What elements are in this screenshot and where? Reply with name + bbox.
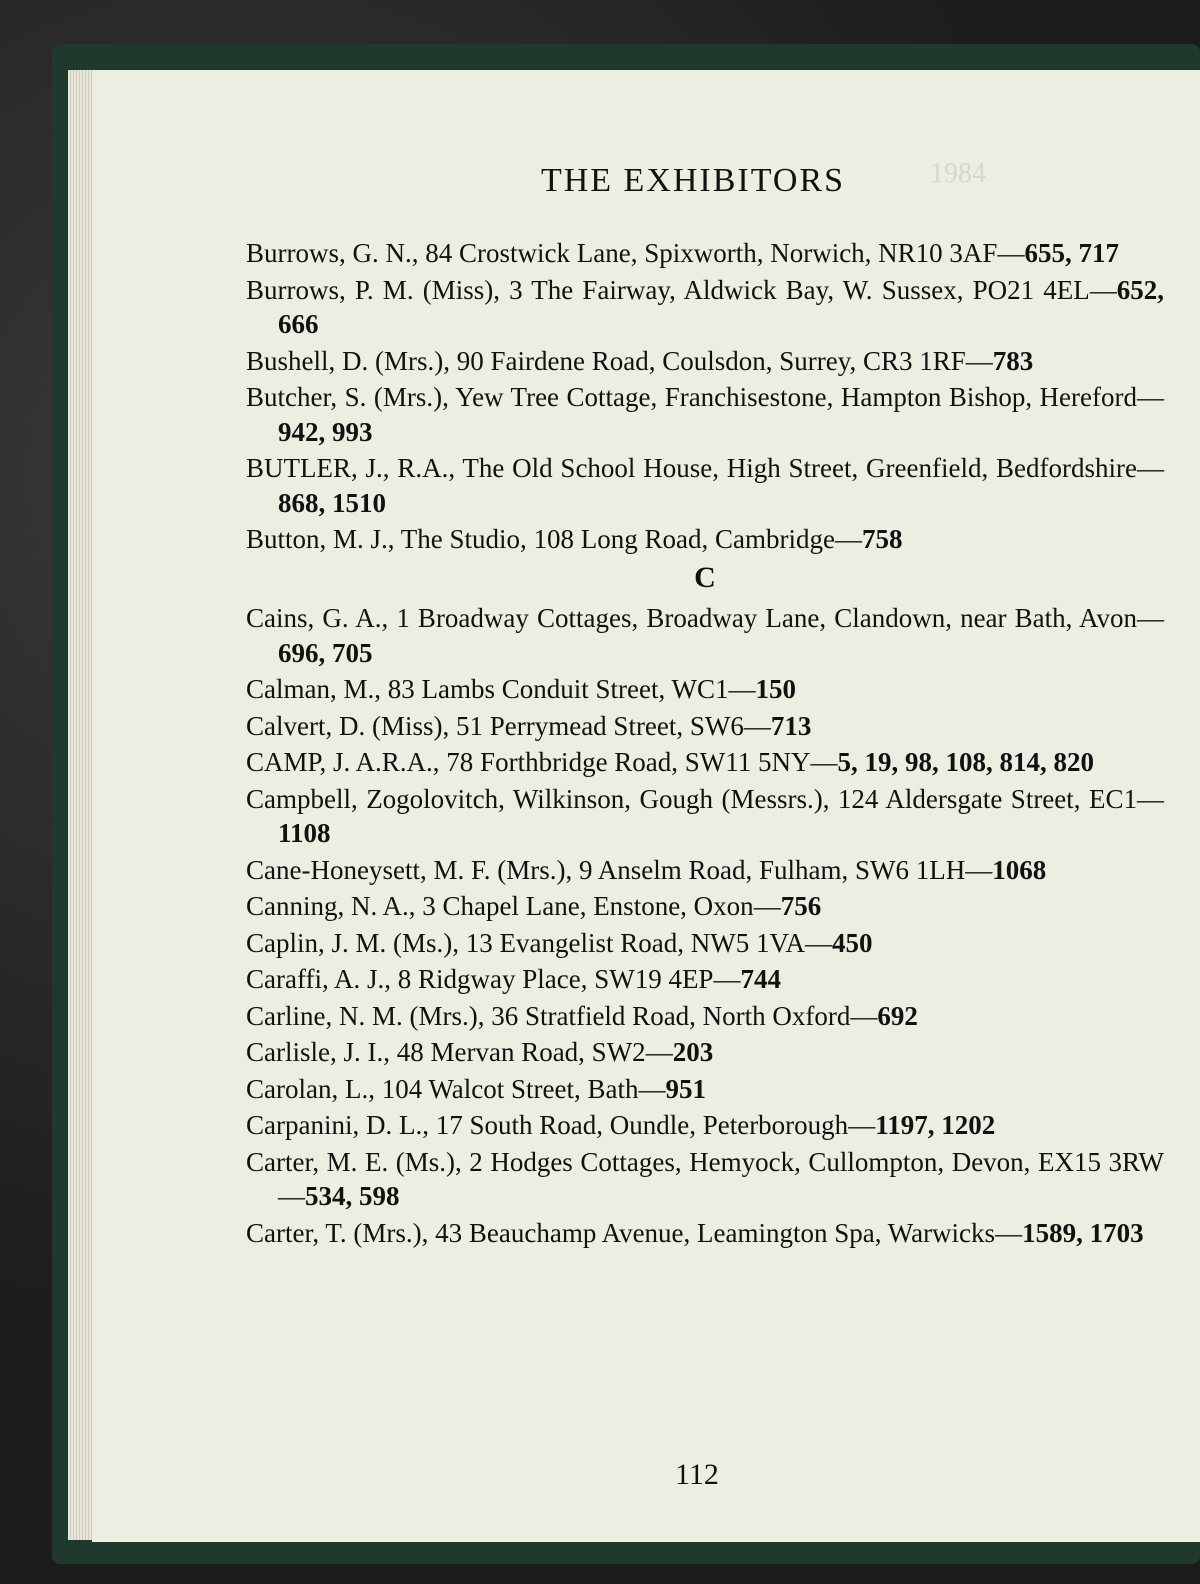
exhibitor-entry (246, 380, 1164, 449)
catalogue-numbers: 783 (992, 345, 1034, 376)
catalogue-numbers: 713 (770, 710, 812, 741)
entry-separator: — (645, 1037, 673, 1067)
entry-separator: — (638, 1073, 666, 1104)
exhibitor-list (246, 236, 1164, 1252)
exhibitor-details: Caraffi, A. J., 8 Ridgway Place, SW19 4EP (246, 964, 714, 994)
catalogue-numbers: 1068 (992, 854, 1047, 885)
catalogue-numbers: 450 (831, 927, 873, 958)
exhibitor-details: Cane-Honeysett, M. F. (Mrs.), 9 Anselm Road, Fulham, SW6 1LH (246, 854, 966, 885)
exhibitor-entry (246, 1035, 1164, 1070)
exhibitor-group-c (246, 601, 1164, 1250)
catalogue-numbers: 203 (672, 1037, 714, 1067)
entry-separator: — (278, 1181, 305, 1211)
exhibitor-group-b (246, 236, 1164, 557)
catalogue-numbers: 758 (862, 524, 903, 554)
entry-separator: — (743, 710, 771, 741)
exhibitor-entry (246, 962, 1164, 997)
exhibitor-details: Caplin, J. M. (Ms.), 13 Evangelist Road, NW5 1VA (246, 927, 805, 958)
page-number: 112 (675, 1458, 719, 1491)
exhibitor-entry (246, 451, 1164, 520)
exhibitor-details: Bushell, D. (Mrs.), 90 Fairdene Road, Coulsdon, Surrey, CR3 1RF (246, 345, 966, 376)
show-through-text: 1984 (930, 158, 986, 189)
catalogue-numbers: 652, 666 (278, 274, 1164, 339)
entry-separator: — (1137, 382, 1164, 412)
entry-separator: — (997, 238, 1025, 268)
catalogue-numbers: 534, 598 (305, 1181, 400, 1211)
catalogue-numbers: 5, 19, 98, 108, 814, 820 (837, 747, 1095, 777)
entry-separator: — (850, 1000, 878, 1031)
entry-separator: — (835, 524, 862, 554)
exhibitor-details: Carline, N. M. (Mrs.), 36 Stratfield Road, North Oxford (246, 1000, 851, 1031)
exhibitor-entry (246, 853, 1164, 888)
catalogue-numbers: 655, 717 (1024, 238, 1119, 268)
exhibitor-details: Burrows, P. M. (Miss), 3 The Fairway, Aldwick Bay, W. Sussex, PO21 4EL (246, 274, 1090, 305)
catalogue-numbers: 951 (665, 1073, 706, 1104)
exhibitor-details: Calman, M., 83 Lambs Conduit Street, WC1 (246, 674, 729, 704)
exhibitor-details: Calvert, D. (Miss), 51 Perrymead Street, SW6 (246, 710, 744, 741)
catalogue-numbers: 1108 (278, 818, 331, 848)
catalogue-numbers: 150 (755, 674, 796, 704)
entry-separator: — (995, 1217, 1023, 1248)
catalogue-numbers: 1197, 1202 (875, 1110, 996, 1140)
entry-separator: — (848, 1110, 876, 1140)
entry-separator: — (1137, 603, 1164, 633)
catalogue-numbers: 756 (780, 891, 822, 921)
exhibitor-entry (246, 926, 1164, 961)
entry-separator: — (753, 891, 781, 921)
catalogue-numbers: 696, 705 (278, 637, 373, 668)
exhibitor-details: Carolan, L., 104 Walcot Street, Bath (246, 1073, 639, 1104)
section-letter: C (694, 560, 716, 594)
exhibitor-entry (246, 999, 1164, 1034)
exhibitor-entry (246, 745, 1164, 780)
exhibitor-entry (246, 709, 1164, 744)
entry-separator: — (804, 927, 832, 958)
entry-separator: — (1089, 274, 1117, 305)
exhibitor-entry (246, 1072, 1164, 1107)
exhibitor-details: Button, M. J., The Studio, 108 Long Road, Cambridge (246, 524, 835, 554)
entry-separator: — (810, 747, 838, 777)
exhibitor-entry (246, 522, 1164, 557)
exhibitor-details: Campbell, Zogolovitch, Wilkinson, Gough (Messrs.), 124 Aldersgate Street, EC1 (246, 783, 1137, 814)
catalogue-numbers: 868, 1510 (278, 487, 386, 518)
exhibitor-details: Canning, N. A., 3 Chapel Lane, Enstone, Oxon (246, 891, 754, 921)
page-title: THE EXHIBITORS (540, 162, 846, 199)
catalogue-numbers: 1589, 1703 (1022, 1217, 1144, 1248)
exhibitor-details: Carter, T. (Mrs.), 43 Beauchamp Avenue, Leamington Spa, Warwicks (246, 1217, 996, 1248)
exhibitor-details: Cains, G. A., 1 Broadway Cottages, Broadway Lane, Clandown, near Bath, Avon (246, 603, 1137, 633)
entry-separator: — (965, 854, 993, 885)
entry-separator: — (1137, 783, 1164, 814)
entry-separator: — (713, 964, 741, 994)
entry-separator: — (1137, 453, 1164, 483)
catalogue-numbers: 692 (877, 1000, 918, 1031)
exhibitor-entry (246, 672, 1164, 707)
exhibitor-entry (246, 236, 1164, 271)
exhibitor-details: BUTLER, J., R.A., The Old School House, High Street, Greenfield, Bedfordshire (246, 453, 1137, 483)
exhibitor-details: Butcher, S. (Mrs.), Yew Tree Cottage, Franchisestone, Hampton Bishop, Hereford (246, 382, 1137, 412)
exhibitor-entry (246, 782, 1164, 851)
exhibitor-details: Carter, M. E. (Ms.), 2 Hodges Cottages, Hemyock, Cullompton, Devon, EX15 3RW (246, 1146, 1164, 1177)
exhibitor-entry (246, 601, 1164, 670)
catalogue-numbers: 942, 993 (278, 416, 373, 447)
exhibitor-details: Carpanini, D. L., 17 South Road, Oundle, Peterborough (246, 1110, 849, 1140)
entry-separator: — (728, 674, 756, 704)
exhibitor-entry (246, 273, 1164, 342)
catalogue-numbers: 744 (740, 964, 781, 994)
exhibitor-details: Burrows, G. N., 84 Crostwick Lane, Spixworth, Norwich, NR10 3AF (246, 238, 998, 268)
exhibitor-details: CAMP, J. A.R.A., 78 Forthbridge Road, SW11 5NY (246, 747, 811, 777)
exhibitor-entry (246, 1145, 1164, 1214)
exhibitor-details: Carlisle, J. I., 48 Mervan Road, SW2 (246, 1037, 646, 1067)
entry-separator: — (965, 345, 993, 376)
exhibitor-entry (246, 1108, 1164, 1143)
exhibitor-entry (246, 1216, 1164, 1251)
exhibitor-entry (246, 889, 1164, 924)
exhibitor-entry (246, 344, 1164, 379)
